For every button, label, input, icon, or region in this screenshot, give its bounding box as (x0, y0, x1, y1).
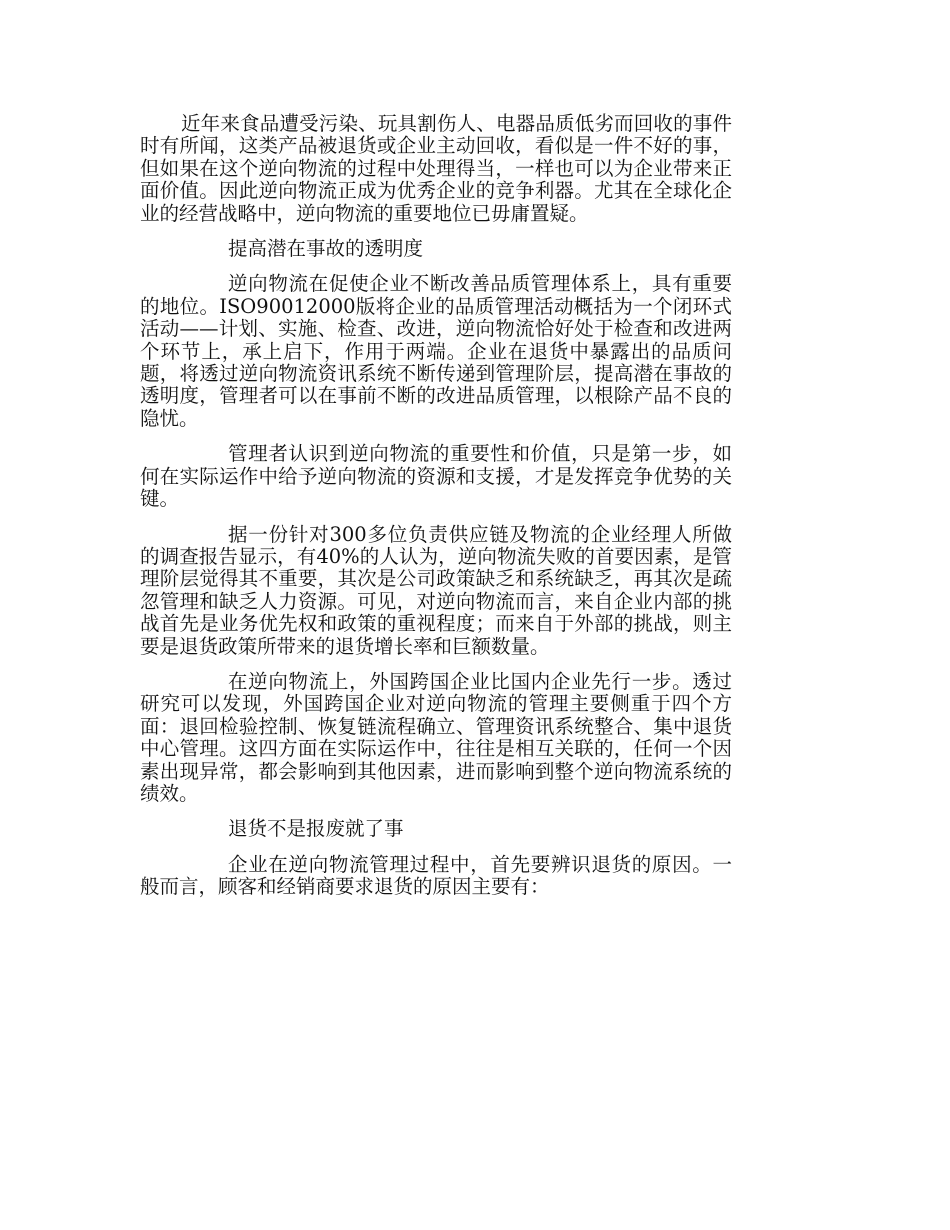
section-heading-returns: 退货不是报废就了事 (228, 817, 404, 841)
paragraph-management-awareness: 管理者认识到逆向物流的重要性和价值，只是第一步，如何在实际运作中给予逆向物流的资源和支援，才是发挥竞争优势的关键。 (140, 442, 732, 511)
paragraph-return-reasons: 企业在逆向物流管理过程中，首先要辨识退货的原因。一般而言，顾客和经销商要求退货的原因主要有： (140, 852, 732, 899)
document-body (140, 113, 732, 912)
section-heading-transparency: 提高潜在事故的透明度 (228, 237, 424, 261)
paragraph-survey-report: 据一份针对300多位负责供应链及物流的企业经理人所做的调查报告显示，有40%的人认为，逆向物流失败的首要因素，是管理阶层觉得其不重要，其次是公司政策缺乏和系统缺乏，再其次是疏忽管理和缺乏人力资源。可见，对逆向物流而言，来自企业内部的挑战首先是业务优先权和政策的重视程度；而来自于外部的挑战，则主要是退货政策所带来的退货增长率和巨额数量。 (140, 522, 732, 658)
paragraph-intro: 近年来食品遭受污染、玩具割伤人、电器品质低劣而回收的事件时有所闻，这类产品被退货或企业主动回收，看似是一件不好的事，但如果在这个逆向物流的过程中处理得当，一样也可以为企业带来正面价值。因此逆向物流正成为优秀企业的竞争利器。尤其在全球化企业的经营战略中，逆向物流的重要地位已毋庸置疑。 (140, 112, 732, 225)
paragraph-quality-management: 逆向物流在促使企业不断改善品质管理体系上，具有重要的地位。ISO90012000版将企业的品质管理活动概括为一个闭环式活动——计划、实施、检查、改进，逆向物流恰好处于检查和改进两个环节上，承上启下，作用于两端。企业在退货中暴露出的品质问题，将透过逆向物流资讯系统不断传递到管理阶层，提高潜在事故的透明度，管理者可以在事前不断的改进品质管理，以根除产品不良的隐忧。 (140, 272, 732, 430)
paragraph-multinational-firms: 在逆向物流上，外国跨国企业比国内企业先行一步。透过研究可以发现，外国跨国企业对逆向物流的管理主要侧重于四个方面：退回检验控制、恢复链流程确立、管理资讯系统整合、集中退货中心管理。这四方面在实际运作中，往往是相互关联的，任何一个因素出现异常，都会影响到其他因素，进而影响到整个逆向物流系统的绩效。 (140, 669, 732, 805)
